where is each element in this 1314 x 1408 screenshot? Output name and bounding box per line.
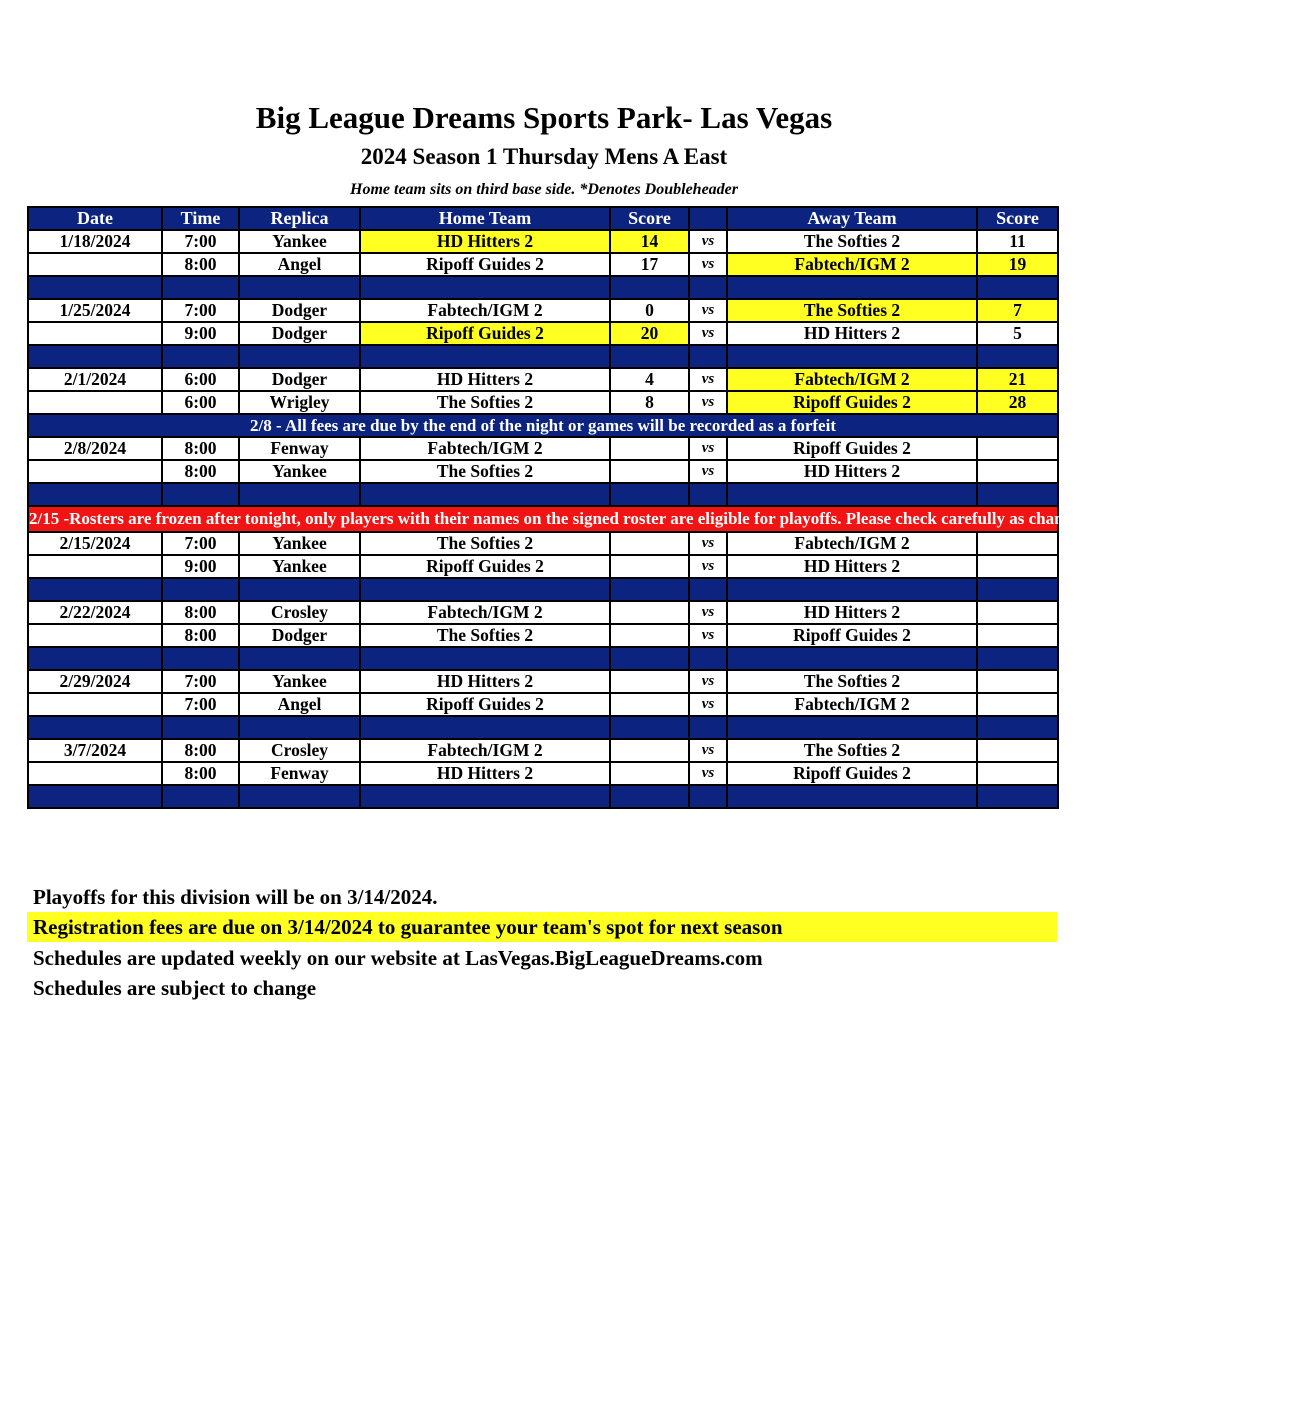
field-replica: Wrigley [239,391,360,414]
away-score [977,555,1058,578]
away-team: Ripoff Guides 2 [727,391,977,414]
vs-label: vs [689,601,727,624]
field-replica: Dodger [239,624,360,647]
separator-cell [689,345,727,368]
separator-cell [239,578,360,601]
game-date: 2/22/2024 [28,601,162,624]
separator-row [28,785,1058,808]
home-team: Fabtech/IGM 2 [360,437,610,460]
home-team: Ripoff Guides 2 [360,322,610,345]
vs-label: vs [689,460,727,483]
vs-label: vs [689,322,727,345]
game-time: 7:00 [162,532,239,555]
away-team: Fabtech/IGM 2 [727,368,977,391]
vs-label: vs [689,299,727,322]
away-team: HD Hitters 2 [727,322,977,345]
separator-cell [610,647,689,670]
separator-cell [28,345,162,368]
game-date: 2/8/2024 [28,437,162,460]
field-replica: Yankee [239,670,360,693]
away-score: 19 [977,253,1058,276]
separator-cell [239,785,360,808]
home-team: The Softies 2 [360,391,610,414]
separator-cell [239,716,360,739]
separator-cell [360,578,610,601]
game-date: 1/18/2024 [28,230,162,253]
game-date [28,693,162,716]
separator-cell [689,647,727,670]
away-score [977,437,1058,460]
column-header: Home Team [360,207,610,230]
away-score [977,693,1058,716]
game-date [28,762,162,785]
home-score [610,601,689,624]
game-row [28,739,1058,762]
separator-cell [689,483,727,506]
game-time: 8:00 [162,624,239,647]
page-note: Home team sits on third base side. *Denotes Doubleheader [350,181,738,198]
game-time: 7:00 [162,299,239,322]
game-date: 2/29/2024 [28,670,162,693]
separator-cell [727,647,977,670]
field-replica: Crosley [239,739,360,762]
vs-label: vs [689,253,727,276]
separator-cell [239,647,360,670]
separator-cell [689,578,727,601]
home-score [610,437,689,460]
home-team: HD Hitters 2 [360,230,610,253]
column-header: Score [977,207,1058,230]
away-team: HD Hitters 2 [727,601,977,624]
home-team: Fabtech/IGM 2 [360,299,610,322]
playoffs-note: Playoffs for this division will be on 3/14/2024. [33,885,438,909]
home-team: Ripoff Guides 2 [360,253,610,276]
separator-cell [727,483,977,506]
game-time: 8:00 [162,253,239,276]
home-team: The Softies 2 [360,460,610,483]
away-score: 5 [977,322,1058,345]
separator-cell [28,483,162,506]
separator-cell [162,276,239,299]
separator-cell [28,276,162,299]
vs-label: vs [689,391,727,414]
separator-cell [28,785,162,808]
game-date: 2/15/2024 [28,532,162,555]
away-score [977,460,1058,483]
game-row [28,299,1058,322]
away-team: Ripoff Guides 2 [727,624,977,647]
home-team: The Softies 2 [360,624,610,647]
field-replica: Yankee [239,555,360,578]
home-team: HD Hitters 2 [360,670,610,693]
game-time: 9:00 [162,322,239,345]
separator-cell [162,578,239,601]
home-score: 8 [610,391,689,414]
vs-label: vs [689,762,727,785]
roster-notice-row [28,506,1058,532]
separator-cell [162,483,239,506]
away-team: HD Hitters 2 [727,555,977,578]
separator-cell [977,647,1058,670]
game-time: 7:00 [162,693,239,716]
separator-cell [727,276,977,299]
separator-row [28,578,1058,601]
game-row [28,437,1058,460]
game-row [28,670,1058,693]
away-score: 7 [977,299,1058,322]
column-header: Replica [239,207,360,230]
away-score: 28 [977,391,1058,414]
separator-cell [610,578,689,601]
page-subtitle: 2024 Season 1 Thursday Mens A East [360,144,728,169]
column-header: Date [28,207,162,230]
game-row [28,391,1058,414]
separator-cell [689,716,727,739]
game-row [28,693,1058,716]
separator-row [28,716,1058,739]
game-row [28,532,1058,555]
schedule-table [27,206,1314,809]
home-score [610,532,689,555]
separator-cell [689,276,727,299]
field-replica: Dodger [239,368,360,391]
separator-cell [360,345,610,368]
column-header: Score [610,207,689,230]
separator-cell [977,578,1058,601]
page-title: Big League Dreams Sports Park- Las Vegas [255,100,833,135]
away-team: The Softies 2 [727,670,977,693]
separator-cell [727,785,977,808]
home-team: The Softies 2 [360,532,610,555]
separator-cell [360,716,610,739]
separator-cell [28,716,162,739]
game-time: 8:00 [162,762,239,785]
home-team: Fabtech/IGM 2 [360,601,610,624]
separator-row [28,276,1058,299]
field-replica: Angel [239,693,360,716]
game-time: 8:00 [162,460,239,483]
away-team: Fabtech/IGM 2 [727,253,977,276]
game-row [28,762,1058,785]
game-row [28,230,1058,253]
separator-row [28,483,1058,506]
away-score [977,762,1058,785]
away-score [977,670,1058,693]
away-team: HD Hitters 2 [727,460,977,483]
separator-cell [239,483,360,506]
separator-cell [239,276,360,299]
separator-cell [610,483,689,506]
away-team: Fabtech/IGM 2 [727,532,977,555]
away-team: The Softies 2 [727,739,977,762]
home-score: 0 [610,299,689,322]
away-score: 11 [977,230,1058,253]
game-date [28,460,162,483]
vs-label: vs [689,670,727,693]
away-score [977,739,1058,762]
game-time: 8:00 [162,601,239,624]
table-header-row [28,207,1058,230]
field-replica: Fenway [239,762,360,785]
game-time: 7:00 [162,670,239,693]
separator-cell [360,276,610,299]
field-replica: Yankee [239,532,360,555]
notice-text: 2/15 -Rosters are frozen after tonight, only players with their names on the signed roster are eligible for playoffs. Please check carefully as changes will not be made for omissions. [28,506,1058,532]
separator-cell [727,578,977,601]
game-time: 9:00 [162,555,239,578]
vs-label: vs [689,693,727,716]
home-score [610,762,689,785]
away-score [977,624,1058,647]
home-team: HD Hitters 2 [360,762,610,785]
fees-notice-row [28,414,1058,437]
home-team: Ripoff Guides 2 [360,693,610,716]
game-date [28,253,162,276]
away-team: The Softies 2 [727,299,977,322]
vs-label: vs [689,739,727,762]
away-score: 21 [977,368,1058,391]
separator-cell [162,716,239,739]
game-date: 1/25/2024 [28,299,162,322]
separator-cell [162,785,239,808]
home-team: HD Hitters 2 [360,368,610,391]
home-score [610,739,689,762]
vs-label: vs [689,230,727,253]
game-time: 6:00 [162,391,239,414]
separator-cell [977,276,1058,299]
separator-cell [239,345,360,368]
game-row [28,322,1058,345]
home-score: 17 [610,253,689,276]
vs-label: vs [689,555,727,578]
game-date: 3/7/2024 [28,739,162,762]
separator-cell [689,785,727,808]
field-replica: Yankee [239,230,360,253]
home-score [610,460,689,483]
website-note: Schedules are updated weekly on our website at LasVegas.BigLeagueDreams.com [33,946,763,970]
separator-row [28,345,1058,368]
separator-cell [727,345,977,368]
game-row [28,555,1058,578]
separator-cell [28,578,162,601]
field-replica: Angel [239,253,360,276]
separator-cell [360,785,610,808]
game-row [28,460,1058,483]
separator-cell [610,276,689,299]
separator-cell [162,647,239,670]
notice-text: 2/8 - All fees are due by the end of the night or games will be recorded as a forfeit [28,414,1058,437]
away-score [977,601,1058,624]
column-header [689,207,727,230]
game-time: 8:00 [162,739,239,762]
separator-cell [977,483,1058,506]
game-date [28,391,162,414]
game-row [28,368,1058,391]
game-time: 7:00 [162,230,239,253]
separator-cell [610,785,689,808]
game-row [28,624,1058,647]
separator-cell [977,785,1058,808]
change-note: Schedules are subject to change [33,976,317,1000]
column-header: Time [162,207,239,230]
game-date [28,322,162,345]
home-score: 14 [610,230,689,253]
field-replica: Dodger [239,322,360,345]
vs-label: vs [689,437,727,460]
game-date: 2/1/2024 [28,368,162,391]
game-time: 8:00 [162,437,239,460]
game-time: 6:00 [162,368,239,391]
home-score: 20 [610,322,689,345]
separator-cell [360,483,610,506]
separator-cell [977,716,1058,739]
registration-note: Registration fees are due on 3/14/2024 to guarantee your team's spot for next season [27,912,1057,942]
separator-cell [727,716,977,739]
away-score [977,532,1058,555]
field-replica: Fenway [239,437,360,460]
column-header: Away Team [727,207,977,230]
game-date [28,555,162,578]
vs-label: vs [689,368,727,391]
separator-cell [977,345,1058,368]
away-team: Fabtech/IGM 2 [727,693,977,716]
home-score [610,693,689,716]
home-team: Fabtech/IGM 2 [360,739,610,762]
separator-cell [28,647,162,670]
home-score [610,624,689,647]
home-team: Ripoff Guides 2 [360,555,610,578]
schedule-body [28,230,1314,808]
separator-cell [162,345,239,368]
game-row [28,601,1058,624]
away-team: Ripoff Guides 2 [727,437,977,460]
vs-label: vs [689,532,727,555]
home-score [610,670,689,693]
home-score: 4 [610,368,689,391]
separator-cell [610,345,689,368]
vs-label: vs [689,624,727,647]
home-score [610,555,689,578]
away-team: The Softies 2 [727,230,977,253]
away-team: Ripoff Guides 2 [727,762,977,785]
game-row [28,253,1058,276]
separator-row [28,647,1058,670]
separator-cell [610,716,689,739]
field-replica: Dodger [239,299,360,322]
separator-cell [360,647,610,670]
game-date [28,624,162,647]
field-replica: Yankee [239,460,360,483]
field-replica: Crosley [239,601,360,624]
